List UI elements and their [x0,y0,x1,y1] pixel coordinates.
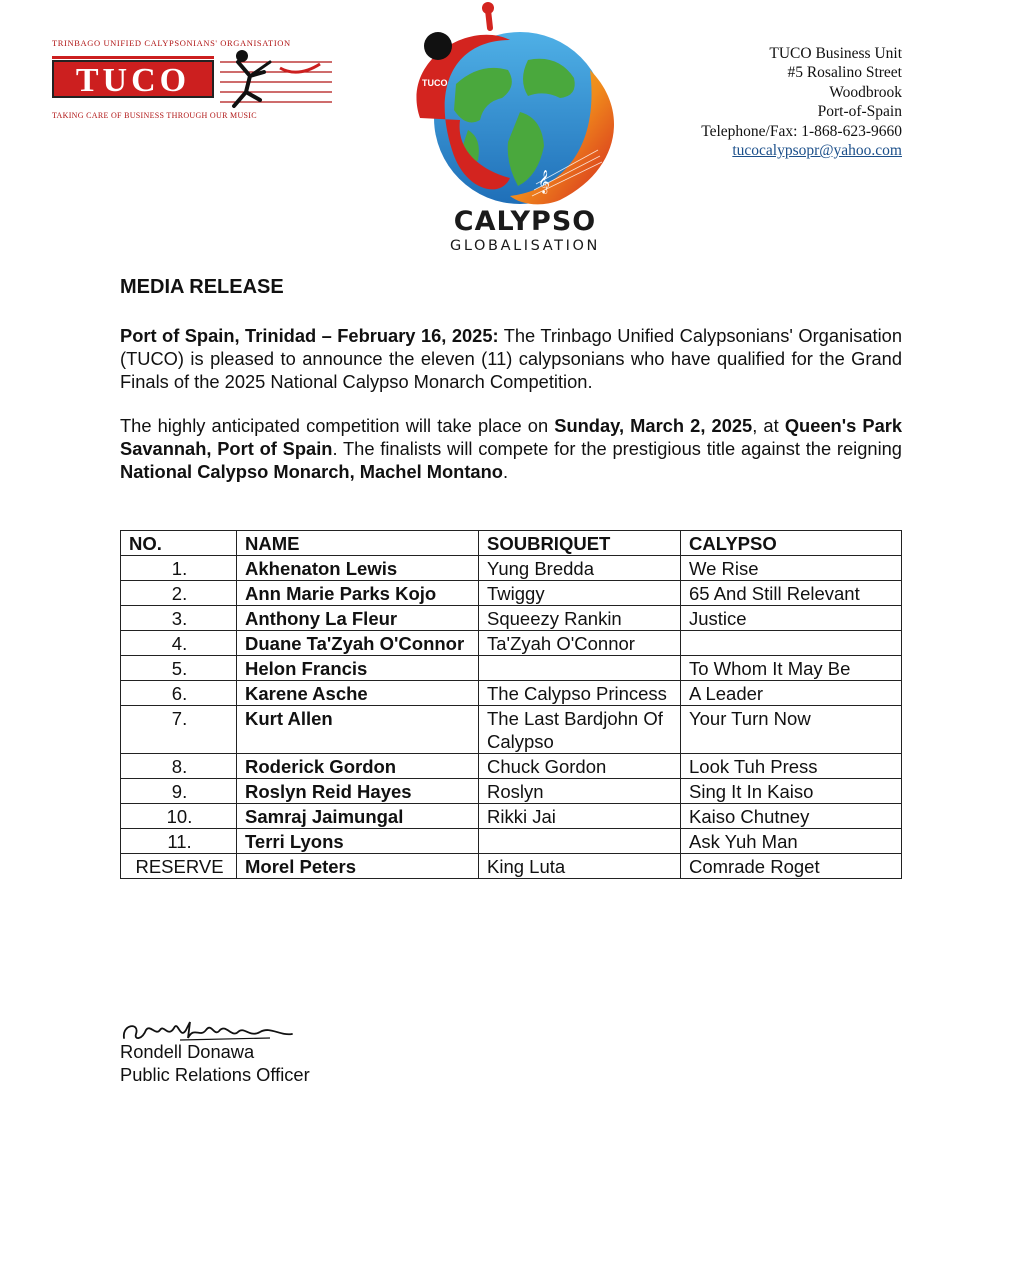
cell-soubriquet [479,656,681,681]
cell-soubriquet: Chuck Gordon [479,754,681,779]
intro-paragraph [120,324,902,393]
cell-name: Samraj Jaimungal [237,804,479,829]
cell-calypso: Ask Yuh Man [681,829,902,854]
cell-name: Helon Francis [237,656,479,681]
cell-name: Terri Lyons [237,829,479,854]
intro-text: The Trinbago Unified Calypsonians' Organisation (TUCO) is pleased to announce the eleven (11) calypsonians who have qualified for the Grand Finals of the 2025 National Calypso Monarch Competition. [120,325,903,392]
cell-calypso: We Rise [681,556,902,581]
header-soubriquet: SOUBRIQUET [479,531,681,556]
music-staff-dancer-icon [220,48,332,110]
cell-name: Ann Marie Parks Kojo [237,581,479,606]
table-row [121,581,902,606]
globalisation-wordmark: GLOBALISATION [450,238,600,254]
cell-name: Morel Peters [237,854,479,879]
table-row [121,556,902,581]
address-line: Woodbrook [829,83,902,101]
cell-no: 9. [121,779,237,804]
cell-name: Akhenaton Lewis [237,556,479,581]
cell-no: 2. [121,581,237,606]
cell-no: 11. [121,829,237,854]
cell-soubriquet: Twiggy [479,581,681,606]
cell-soubriquet: Yung Bredda [479,556,681,581]
event-text: The highly anticipated competition will take place on [120,415,555,436]
cell-name: Kurt Allen [237,706,479,754]
cell-no: 8. [121,754,237,779]
header-name: NAME [237,531,479,556]
globe-badge-text: TUCO [422,78,448,88]
address-line: #5 Rosalino Street [787,64,902,82]
calypso-wordmark: CALYPSO [453,206,597,237]
table-row [121,606,902,631]
cell-name: Duane Ta'Zyah O'Connor [237,631,479,656]
cell-soubriquet [479,829,681,854]
cell-calypso: Kaiso Chutney [681,804,902,829]
cell-soubriquet: King Luta [479,854,681,879]
cell-no: 5. [121,656,237,681]
cell-soubriquet: Squeezy Rankin [479,606,681,631]
event-paragraph [120,414,902,483]
address-line: TUCO Business Unit [769,45,902,62]
cell-calypso: Look Tuh Press [681,754,902,779]
cell-no: 7. [121,706,237,754]
cell-calypso: A Leader [681,681,902,706]
dateline: Port of Spain, Trinidad – February 16, 2025: [120,325,499,346]
event-text: . The finalists will compete for the prestigious title against the reigning [332,438,902,459]
table-row [121,631,902,656]
email-link[interactable]: tucocalypsopr@yahoo.com [732,142,902,160]
cell-soubriquet: The Last Bardjohn Of Calypso [479,706,681,754]
table-row [121,779,902,804]
address-block [701,44,902,160]
address-line: Port-of-Spain [817,103,902,121]
table-row [121,754,902,779]
cell-calypso: Comrade Roget [681,854,902,879]
cell-no: 1. [121,556,237,581]
table-row [121,829,902,854]
cell-name: Karene Asche [237,681,479,706]
cell-no: 10. [121,804,237,829]
signatory-role: Public Relations Officer [120,1064,310,1085]
header-no: NO. [121,531,237,556]
tuco-org-name: TRINBAGO UNIFIED CALYPSONIANS' ORGANISATION [52,38,291,48]
table-header-row [121,531,902,556]
cell-calypso [681,631,902,656]
cell-soubriquet: The Calypso Princess [479,681,681,706]
event-venue: Queen's Park Savannah, Port of Spain [120,415,903,459]
table-row [121,804,902,829]
tuco-logo-stripe [52,56,214,59]
cell-no: 4. [121,631,237,656]
treble-clef-icon: 𝄞 [538,171,550,193]
table-row [121,854,902,879]
event-text: , at [752,415,785,436]
reigning-monarch: National Calypso Monarch, Machel Montano [120,461,503,482]
cell-calypso: Your Turn Now [681,706,902,754]
table-row [121,706,902,754]
cell-soubriquet: Rikki Jai [479,804,681,829]
cell-calypso: 65 And Still Relevant [681,581,902,606]
table-row [121,681,902,706]
cell-no: 3. [121,606,237,631]
cell-calypso: Sing It In Kaiso [681,779,902,804]
cell-soubriquet: Roslyn [479,779,681,804]
finalists-table [120,530,902,879]
cell-no: RESERVE [121,854,237,879]
header-calypso: CALYPSO [681,531,902,556]
cell-calypso: Justice [681,606,902,631]
media-release-title: MEDIA RELEASE [120,276,284,298]
event-text: . [502,461,509,482]
phone-fax: Telephone/Fax: 1-868-623-9660 [701,122,902,140]
cell-calypso: To Whom It May Be [681,656,902,681]
tuco-tagline: TAKING CARE OF BUSINESS THROUGH OUR MUSIC [52,111,257,120]
table-row [121,656,902,681]
signatory-name: Rondell Donawa [120,1041,255,1062]
cell-name: Roslyn Reid Hayes [237,779,479,804]
cell-name: Anthony La Fleur [237,606,479,631]
cell-name: Roderick Gordon [237,754,479,779]
tuco-logo-word: TUCO [52,60,214,98]
cell-soubriquet: Ta'Zyah O'Connor [479,631,681,656]
tuco-logo [52,38,334,124]
event-date: Sunday, March 2, 2025 [554,415,753,436]
cell-no: 6. [121,681,237,706]
